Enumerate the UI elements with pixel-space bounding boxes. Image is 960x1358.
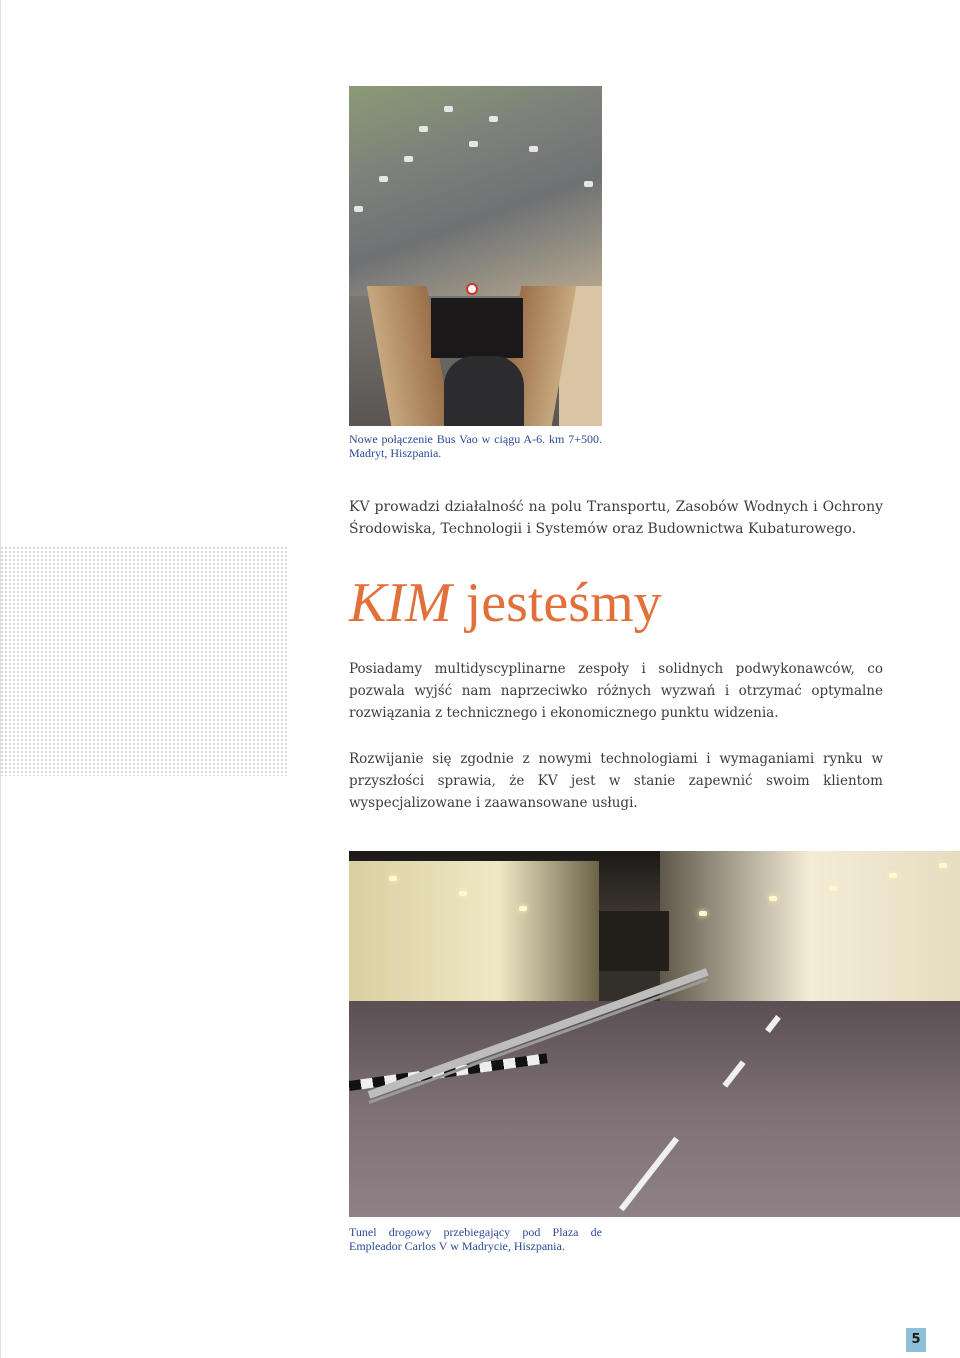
body-paragraph: Rozwijanie się zgodnie z nowymi technologiami i wymaganiami rynku w przyszłości sprawia, że KV jest w stanie zapewnić swoim klientom wyspecjalizowane i zaawansowane usługi. bbox=[349, 751, 883, 811]
body-paragraph: Posiadamy multidyscyplinarne zespoły i solidnych podwykonawców, co pozwala wyjść nam naprzeciwko różnych wyzwań i otrzymać optymalne rozwiązania z technicznego i ekonomicznego punktu widzenia. bbox=[349, 661, 883, 721]
bottom-photo-caption: Tunel drogowy przebiegający pod Plaza de Empleador Carlos V w Madrycie, Hiszpania. bbox=[349, 1225, 602, 1253]
intro-text: KV prowadzi działalność na polu Transportu, Zasobów Wodnych i Ochrony Środowiska, Technologii i Systemów oraz Budownictwa Kubaturowego. bbox=[349, 499, 883, 537]
lit-tunnel-photo bbox=[349, 851, 960, 1217]
speed-sign-icon bbox=[466, 283, 478, 295]
page-number: 5 bbox=[906, 1328, 926, 1352]
top-photo-caption: Nowe połączenie Bus Vao w ciągu A-6. km 7+500. Madryt, Hiszpania. bbox=[349, 432, 602, 460]
section-heading: KIM jesteśmy bbox=[349, 572, 662, 634]
highway-tunnel-photo bbox=[349, 86, 602, 426]
dotted-decoration bbox=[0, 546, 287, 776]
